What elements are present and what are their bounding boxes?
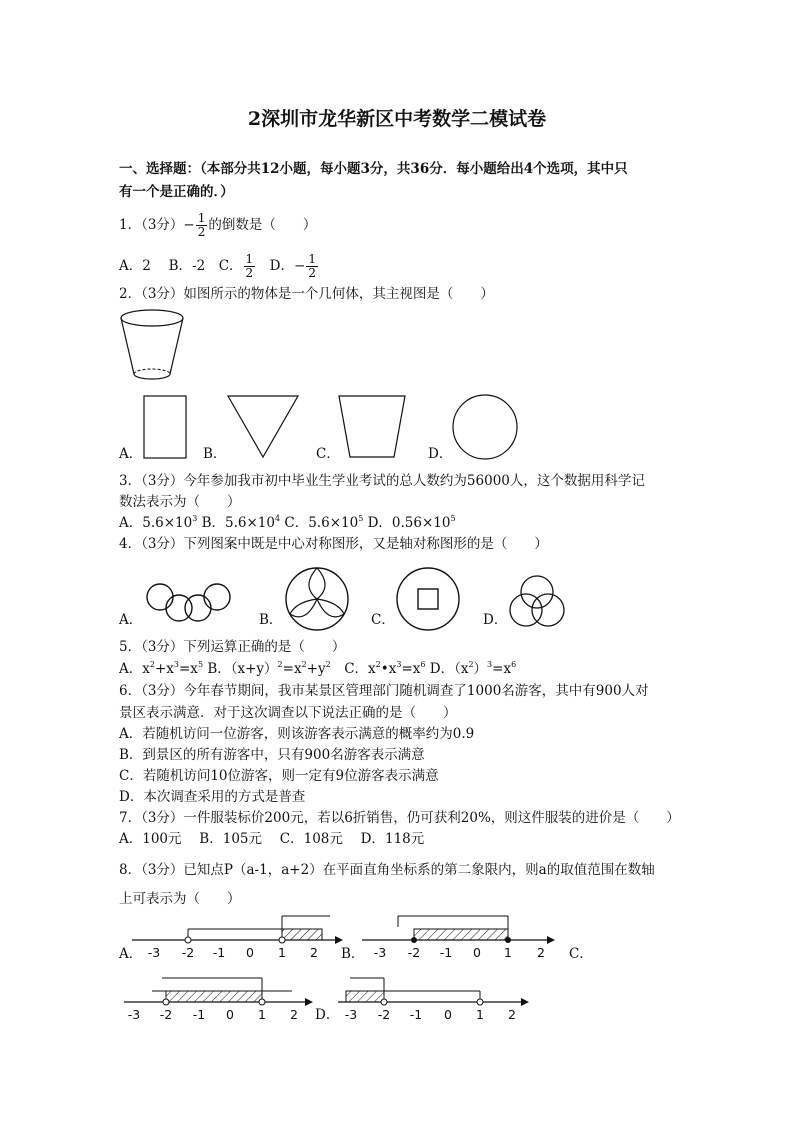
q6-line1: 6．（3分）今年春节期间，我市某景区管理部门随机调查了1000名游客，其中有900人对 — [119, 683, 649, 699]
q1-stem-prefix: 1．（3分）− — [119, 217, 195, 233]
q2-option-a-rectangle — [143, 395, 187, 459]
q4-stem: 4．（3分）下列图案中既是中心对称图形，又是轴对称图形的是（ ） — [119, 536, 548, 552]
q1-stem-suffix: 的倒数是（ ） — [208, 217, 317, 233]
tick-label: 1 — [504, 945, 512, 960]
q2-option-c-trapezoid — [338, 395, 406, 459]
q8-label-a: A． — [119, 946, 143, 962]
tick-label: 2 — [537, 945, 545, 960]
q2-label-a: A． — [119, 446, 143, 462]
tick-label: 1 — [258, 1007, 266, 1022]
q8-option-a-number-line — [130, 905, 350, 975]
tick-label: 2 — [310, 945, 318, 960]
q1-stem — [119, 212, 316, 239]
tick-label: 2 — [508, 1007, 516, 1022]
q4-option-b-three-petal-circle — [284, 566, 350, 632]
q2-label-d: D． — [428, 446, 453, 462]
q2-option-d-circle — [451, 393, 519, 461]
q3-line2: 数法表示为（ ） — [119, 494, 241, 510]
tick-label: -2 — [159, 1007, 173, 1022]
tick-label: -1 — [409, 1007, 423, 1022]
q8-option-c-number-line — [122, 972, 322, 1032]
tick-label: -2 — [407, 945, 421, 960]
q4-option-a-four-rings — [145, 582, 233, 626]
frustum-solid-figure — [115, 308, 195, 388]
q1-option-c-fraction: $\frac{1}{2}$ — [245, 252, 254, 280]
q8-label-d: D． — [315, 1007, 340, 1023]
q8-line1: 8．（3分）已知点P（a-1，a+2）在平面直角坐标系的第二象限内，则a的取值范围在数轴 — [119, 862, 655, 878]
q3-options: A．$5.6\times 10^3$ B．$5.6\times 10^4$ C．$5.6\times 10^5$ D．$0.56\times 10^5$ — [119, 514, 456, 531]
q6-line2: 景区表示满意．对于这次调查以下说法正确的是（ ） — [119, 705, 457, 721]
q4-label-b: B． — [259, 612, 283, 628]
q7-stem: 7．（3分）一件服装标价200元，若以6折销售，仍可获利20%，则这件服装的进价是（ ） — [119, 810, 680, 826]
q1-option-d-fraction: $\frac{1}{2}$ — [308, 252, 316, 280]
tick-label: -1 — [192, 1007, 206, 1022]
q4-option-d-triquetra — [506, 574, 568, 628]
q1-options: A．2 B．-2 C． $\frac{1}{2}$ D．− $\frac{1}{2}$ — [119, 252, 316, 280]
q5-options: A．$x^2+x^3=x^5$ B．$(x+y)^2=x^2+y^2$ C．$x^2•x^3=x^6$ D．$(x^2)^3=x^6$ — [119, 660, 517, 677]
q8-option-b-number-line — [360, 905, 580, 975]
tick-label: -3 — [147, 945, 161, 960]
tick-label: -3 — [373, 945, 387, 960]
tick-label: 1 — [476, 1007, 484, 1022]
q2-label-c: C． — [316, 446, 340, 462]
tick-label: -1 — [212, 945, 226, 960]
tick-label: -1 — [439, 945, 453, 960]
tick-label: -3 — [344, 1007, 358, 1022]
q4-label-a: A． — [119, 612, 143, 628]
section-header-line2: 有一个是正确的．） — [119, 184, 234, 200]
q6-option-a: A．若随机访问一位游客，则该游客表示满意的概率约为0.9 — [119, 726, 475, 742]
q2-option-b-triangle — [227, 395, 299, 459]
q4-option-c-square-in-circle — [395, 566, 461, 632]
tick-label: 0 — [473, 945, 481, 960]
tick-label: 2 — [290, 1007, 298, 1022]
q5-stem: 5．（3分）下列运算正确的是（ ） — [119, 639, 346, 655]
q8-label-b: B． — [341, 946, 365, 962]
tick-label: -2 — [181, 945, 195, 960]
q8-line2: 上可表示为（ ） — [119, 891, 241, 907]
page-title: 2深圳市龙华新区中考数学二模试卷 — [247, 108, 547, 130]
tick-label: 0 — [226, 1007, 234, 1022]
q2-label-b: B． — [203, 446, 227, 462]
tick-label: 0 — [444, 1007, 452, 1022]
q7-options: A．100元 B．105元 C．108元 D．118元 — [119, 831, 425, 847]
q6-option-b: B．到景区的所有游客中，只有900名游客表示满意 — [119, 747, 425, 763]
tick-label: -3 — [127, 1007, 141, 1022]
section-header-line1: 一、选择题：（本部分共12小题，每小题3分，共36分．每小题给出4个选项，其中只 — [119, 161, 628, 177]
q6-option-c: C．若随机访问10位游客，则一定有9位游客表示满意 — [119, 768, 439, 784]
q1-fraction: $\frac{1}{2}$ — [197, 211, 206, 239]
q6-option-d: D．本次调查采用的方式是普查 — [119, 789, 306, 805]
q2-stem: 2．（3分）如图所示的物体是一个几何体，其主视图是（ ） — [119, 286, 494, 302]
q4-label-c: C． — [371, 612, 395, 628]
q3-line1: 3．（3分）今年参加我市初中毕业生学业考试的总人数约为56000人，这个数据用科学记 — [119, 473, 645, 489]
tick-label: 0 — [246, 945, 254, 960]
tick-label: 1 — [278, 945, 286, 960]
q8-option-d-number-line — [336, 972, 546, 1032]
q8-label-c: C． — [569, 946, 593, 962]
q4-label-d: D． — [483, 612, 508, 628]
tick-label: -2 — [377, 1007, 391, 1022]
